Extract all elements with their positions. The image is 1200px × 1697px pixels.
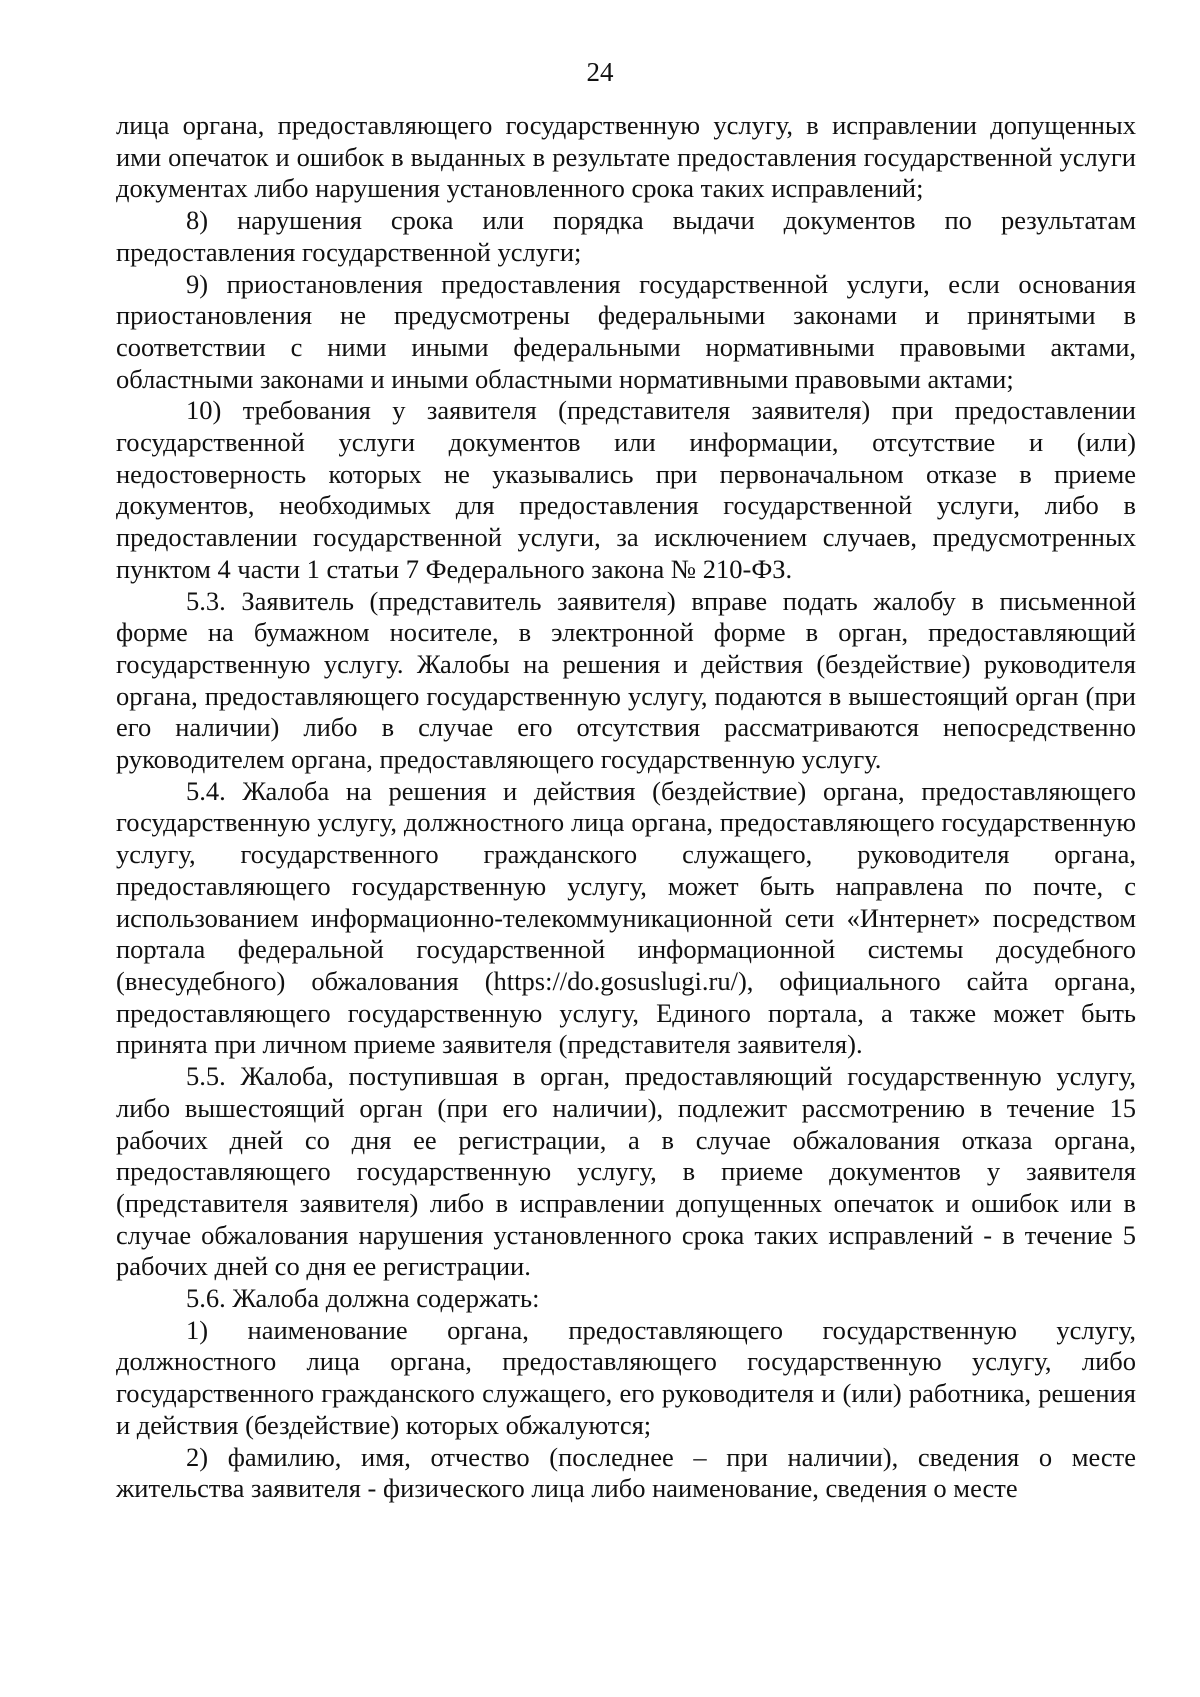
paragraph-5-6-item-2: 2) фамилию, имя, отчество (последнее – при наличии), сведения о месте жительства заявителя - физического лица либо наименование, сведения о месте [116, 1441, 1136, 1504]
paragraph-5-6-item-1: 1) наименование органа, предоставляющего государственную услугу, должностного лица органа, предоставляющего государственную услугу, либо государственного гражданского служащего, его руководителя и (или) работника, решения и действия (бездействие) которых обжалуются; [116, 1314, 1136, 1440]
paragraph-item-9: 9) приостановления предоставления государственной услуги, если основания приостановления не предусмотрены федеральными законами и принятыми в соответствии с ними иными федеральными нормативными правовыми актами, областными законами и иными областными нормативными правовыми актами; [116, 268, 1136, 394]
paragraph-5-3: 5.3. Заявитель (представитель заявителя) вправе подать жалобу в письменной форме на бумажном носителе, в электронной форме в орган, предоставляющий государственную услугу. Жалобы на решения и действия (бездействие) руководителя органа, предоставляющего государственную услугу, подаются в вышестоящий орган (при его наличии) либо в случае его отсутствия рассматриваются непосредственно руководителем органа, предоставляющего государственную услугу. [116, 585, 1136, 775]
paragraph-item-10: 10) требования у заявителя (представителя заявителя) при предоставлении государственной услуги документов или информации, отсутствие и (или) недостоверность которых не указывались при первоначальном отказе в приеме документов, необходимых для предоставления государственной услуги, либо в предоставлении государственной услуги, за исключением случаев, предусмотренных пунктом 4 части 1 статьи 7 Федерального закона № 210-ФЗ. [116, 395, 1136, 584]
paragraph-5-5: 5.5. Жалоба, поступившая в орган, предоставляющий государственную услугу, либо вышестоящий орган (при его наличии), подлежит рассмотрению в течение 15 рабочих дней со дня ее регистрации, а в случае обжалования отказа органа, предоставляющего государственную услугу, в приеме документов у заявителя (представителя заявителя) либо в исправлении допущенных опечаток и ошибок или в случае обжалования нарушения установленного срока таких исправлений - в течение 5 рабочих дней со дня ее регистрации. [116, 1061, 1136, 1282]
paragraph-5-4: 5.4. Жалоба на решения и действия (бездействие) органа, предоставляющего государственную услугу, должностного лица органа, предоставляющего государственную услугу, государственного гражданского служащего, руководителя органа, предоставляющего государственную услугу, может быть направлена по почте, с использованием информационно-телекоммуникационной сети «Интернет» посредством портала федеральной государственной информационной системы досудебного (внесудебного) обжалования (https://do.gosuslugi.ru/), официального сайта органа, предоставляющего государственную услугу, Единого портала, а также может быть принята при личном приеме заявителя (представителя заявителя). [116, 775, 1136, 1060]
paragraph-continuation: лица органа, предоставляющего государственную услугу, в исправлении допущенных ими опечаток и ошибок в выданных в результате предоставления государственной услуги документах либо нарушения установленного срока таких исправлений; [116, 110, 1136, 204]
page-number: 24 [586, 57, 614, 87]
document-body [116, 110, 1136, 1505]
paragraph-5-6: 5.6. Жалоба должна содержать: [186, 1283, 540, 1314]
paragraph-item-8: 8) нарушения срока или порядка выдачи документов по результатам предоставления государственной услуги; [116, 205, 1136, 267]
